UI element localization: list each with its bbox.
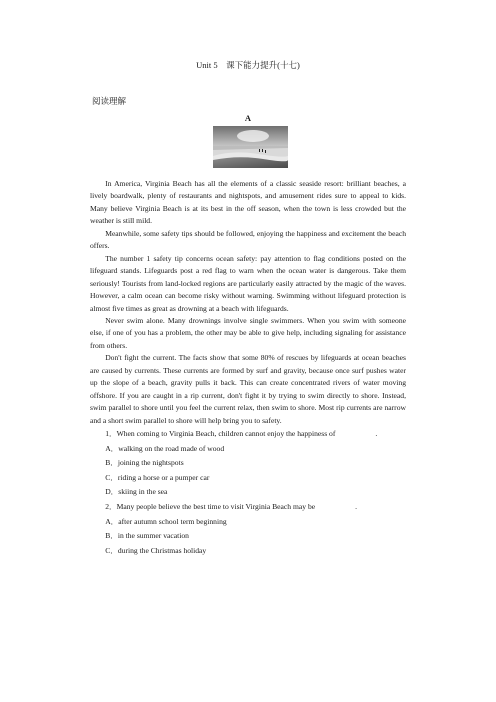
question-stem (90, 427, 406, 442)
passage-paragraph: Don't fight the current. The facts show that some 80% of rescues by lifeguards at ocean beaches are caused by currents. These currents are formed by surf and gravity, because once surf pushes water up the slope of a beach, gravity pulls it back. This can create concentrated rivers of water moving offshore. If you are caught in a rip current, don't fight it by trying to swim directly to shore. Instead, swim parallel to shore until you feel the current relax, then swim to shore. Most rip currents are narrow and a short swim parallel to shore will help bring you to safety. (90, 353, 406, 425)
passage-paragraph: Meanwhile, some safety tips should be followed, enjoying the happiness and excitement the beach offers. (90, 228, 406, 251)
answer-option: C．riding a horse or a pumper car (105, 472, 210, 482)
question-stem (90, 500, 406, 515)
answer-option: A．walking on the road made of wood (105, 443, 225, 453)
passage-body (90, 178, 406, 558)
answer-option: C．during the Christmas holiday (105, 545, 207, 555)
question-text: 1．When coming to Virginia Beach, children cannot enjoy the happiness of (105, 429, 336, 439)
beach-photo (213, 126, 288, 168)
passage-letter: A (244, 113, 252, 123)
passage-paragraph: Never swim alone. Many drownings involve single swimmers. When you swim with someone else, if one of you has a problem, the other may be able to give help, including signaling for assistance from others. (90, 315, 406, 350)
passage-paragraph: In America, Virginia Beach has all the elements of a classic seaside resort: brilliant beaches, a lively boardwalk, plenty of restaurants and nightspots, and amusement rides sure to appeal to kids. Many believe Virginia Beach is at its best in the off season, when the town is less crowded but the weather is still mild. (90, 179, 406, 226)
passage-paragraph: The number 1 safety tip concerns ocean safety: pay attention to flag conditions posted on the lifeguard stands. Lifeguards post a red flag to warn when the ocean water is dangerous. Take them seriously! Tourists from land-locked regions are particularly easily attracted by the magic of the waves. However, a calm ocean can become risky without warning. Swimming without lifeguard protection is almost five times as great as drowning at a beach with lifeguards. (90, 253, 406, 313)
answer-option: D．skiing in the sea (105, 487, 168, 497)
answer-option: B．joining the nightspots (105, 458, 184, 468)
question-end: . (375, 429, 378, 439)
beach-photo-image (213, 126, 288, 168)
answer-option: B．in the summer vacation (105, 531, 189, 541)
page-title: Unit 5 课下能力提升(十七) (196, 60, 300, 70)
section-heading: 阅读理解 (92, 96, 127, 106)
question-end: . (355, 502, 358, 512)
answer-option: A．after autumn school term beginning (105, 516, 227, 526)
question-text: 2．Many people believe the best time to visit Virginia Beach may be (105, 502, 316, 512)
